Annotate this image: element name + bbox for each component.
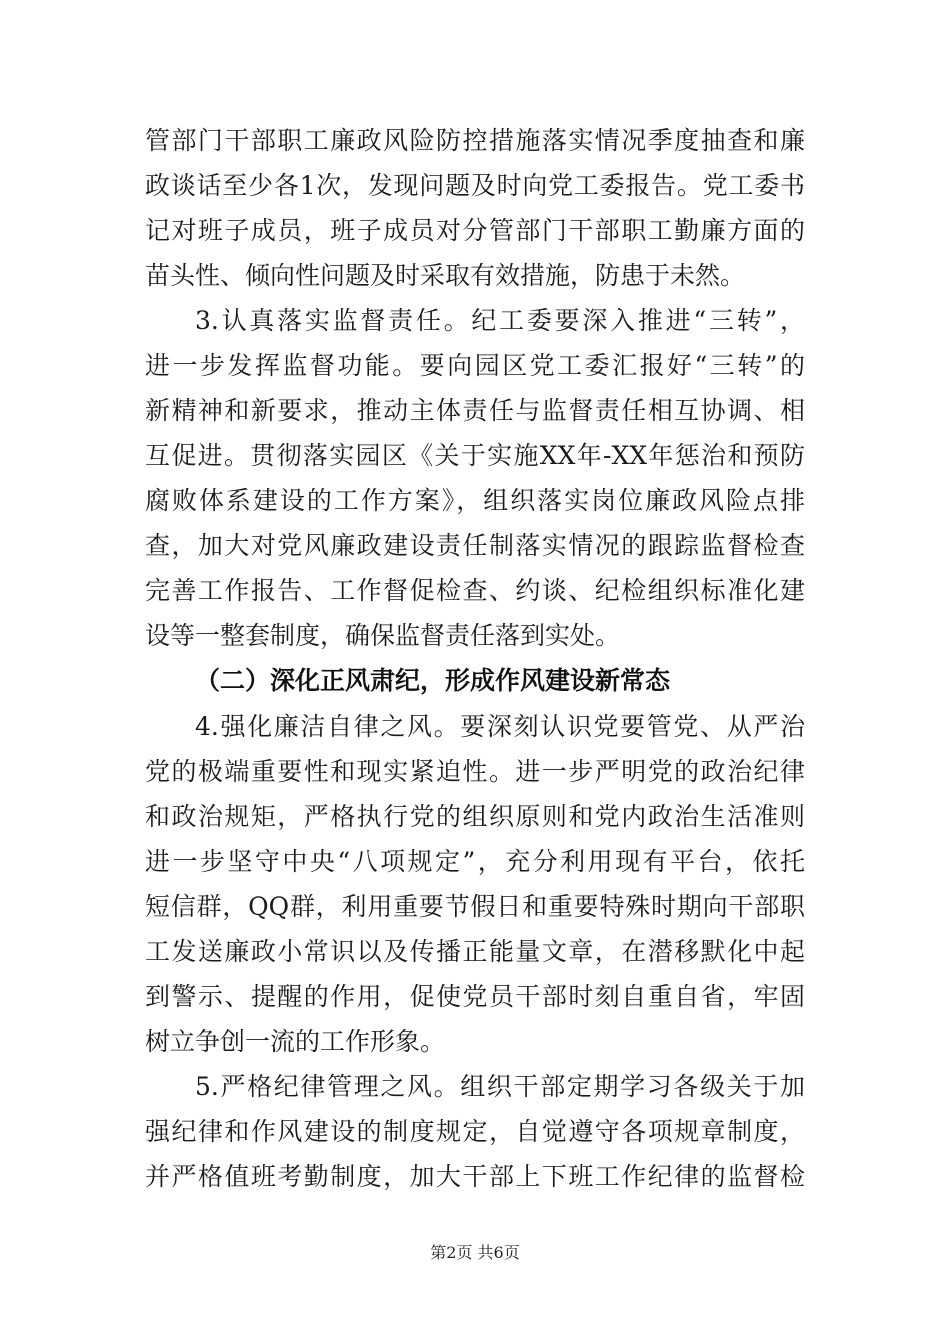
text-line: 和政治规矩，严格执行党的组织原则和党内政治生活准则: [145, 802, 805, 831]
text-line: 新精神和新要求，推动主体责任与监督责任相互协调、相: [145, 396, 805, 425]
section-heading: （二）深化正风肃纪，形成作风建设新常态: [195, 666, 671, 695]
text-line: 并严格值班考勤制度，加大干部上下班工作纪律的监督检: [145, 1162, 805, 1191]
text-line: 腐败体系建设的工作方案》，组织落实岗位廉政风险点排: [145, 486, 805, 515]
text-line: 工发送廉政小常识以及传播正能量文章，在潜移默化中起: [145, 937, 805, 966]
text-line: 3.认真落实监督责任。纪工委要深入推进“三转”，: [195, 306, 805, 335]
text-line: 管部门干部职工廉政风险防控措施落实情况季度抽查和廉: [145, 126, 805, 155]
text-line: 苗头性、倾向性问题及时采取有效措施，防患于未然。: [145, 261, 746, 290]
text-line: 政谈话至少各1次，发现问题及时向党工委报告。党工委书: [145, 171, 805, 200]
text-line: 4.强化廉洁自律之风。要深刻认识党要管党、从严治: [195, 712, 805, 741]
text-line: 进一步坚守中央“八项规定”，充分利用现有平台，依托: [145, 847, 805, 876]
text-line: 设等一整套制度，确保监督责任落到实处。: [145, 621, 621, 650]
text-line: 党的极端重要性和现实紧迫性。进一步严明党的政治纪律: [145, 757, 805, 786]
text-line: 到警示、提醒的作用，促使党员干部时刻自重自省，牢固: [145, 982, 805, 1011]
text-line: 强纪律和作风建设的制度规定，自觉遵守各项规章制度，: [145, 1117, 805, 1146]
text-line: 进一步发挥监督功能。要向园区党工委汇报好“三转”的: [145, 351, 805, 380]
text-line: 短信群，QQ群，利用重要节假日和重要特殊时期向干部职: [145, 892, 805, 921]
text-line: 记对班子成员，班子成员对分管部门干部职工勤廉方面的: [145, 216, 805, 245]
text-line: 5.严格纪律管理之风。组织干部定期学习各级关于加: [195, 1072, 805, 1101]
text-line: 树立争创一流的工作形象。: [145, 1027, 446, 1056]
text-line: 互促进。贯彻落实园区《关于实施XX年-XX年惩治和预防: [145, 441, 805, 470]
page-number: 第2页 共6页: [430, 1243, 520, 1262]
text-line: 查，加大对党风廉政建设责任制落实情况的跟踪监督检查: [145, 531, 805, 560]
text-line: 完善工作报告、工作督促检查、约谈、纪检组织标准化建: [145, 576, 805, 605]
